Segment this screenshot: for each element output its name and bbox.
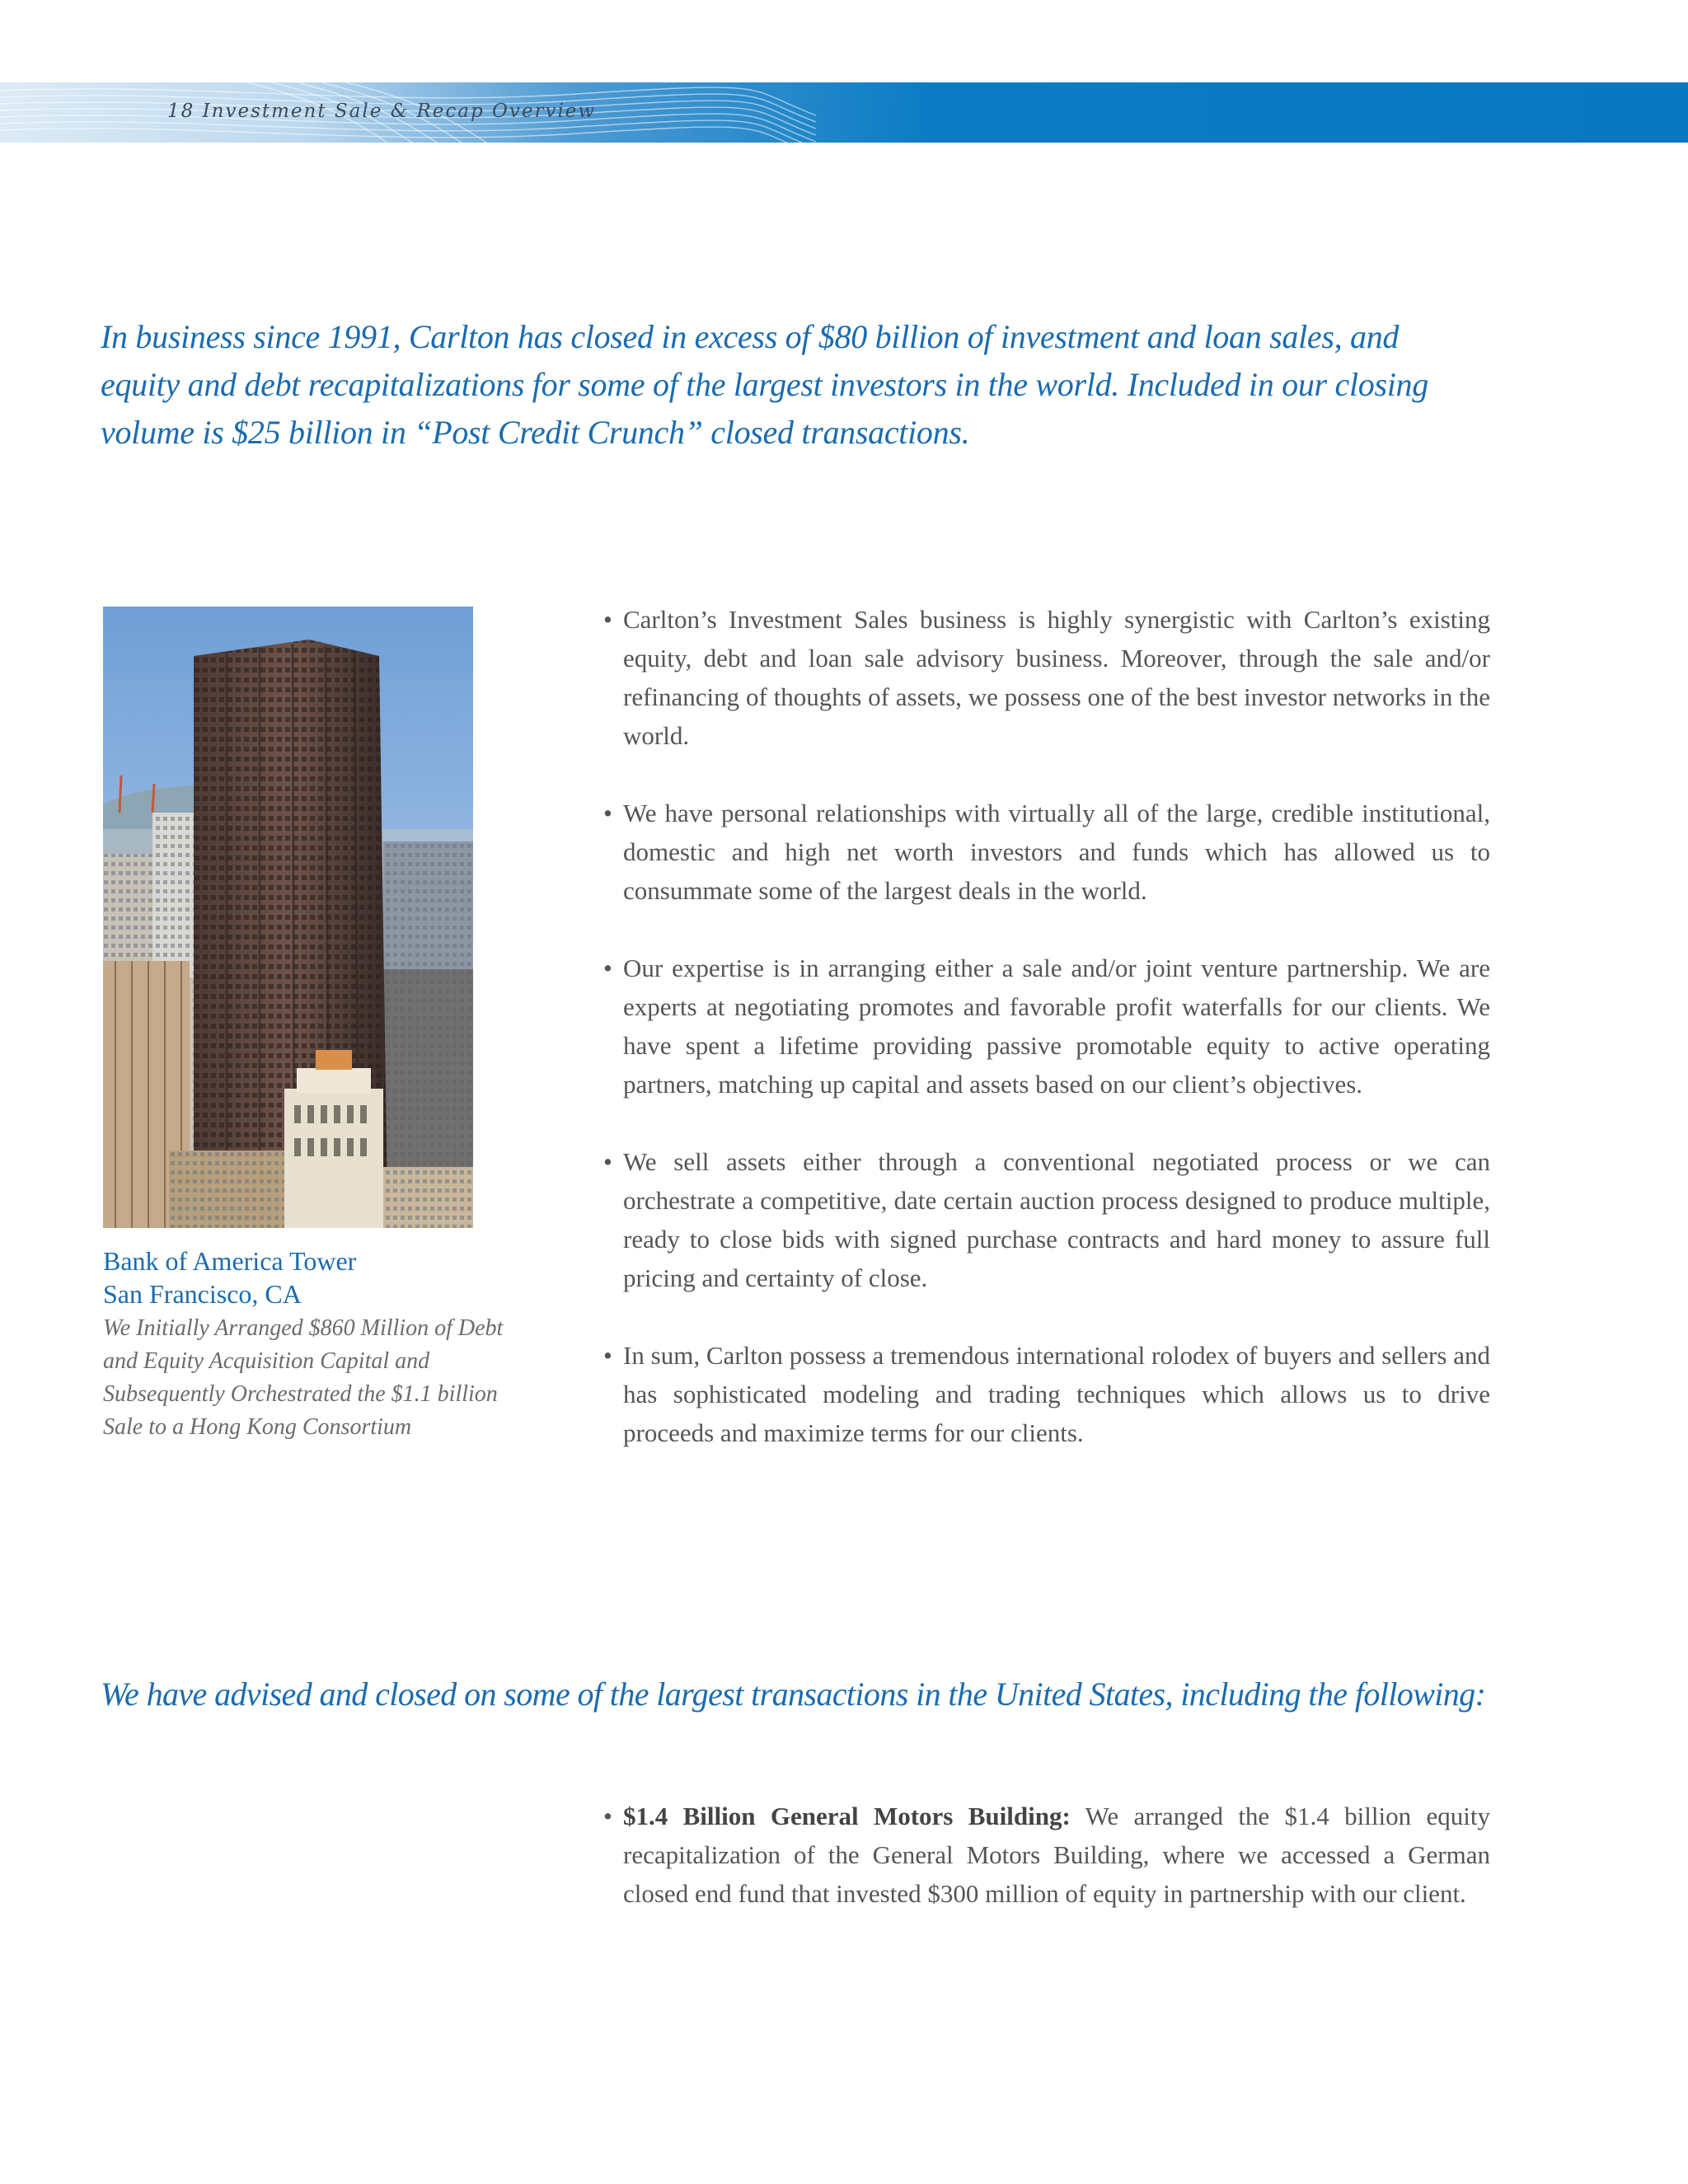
- building-photo: [103, 607, 473, 1228]
- transaction-title: $1.4 Billion General Motors Building:: [623, 1802, 1071, 1830]
- caption-location: San Francisco, CA: [103, 1279, 302, 1309]
- page-header-title: 18 Investment Sale & Recap Overview: [167, 101, 597, 122]
- bullet-text: We sell assets either through a conventional negotiated process or we can orchestrate a competitive, date certain auction process designed to produce multiple, ready to close bids with signed purchase contracts and hard money to assure full pricing and certainty of close.: [623, 1147, 1490, 1292]
- bullet-icon: •: [603, 1802, 612, 1830]
- list-item: [603, 600, 1490, 755]
- transactions-heading: We have advised and closed on some of the largest transactions in the United States, including the following:: [101, 1675, 1486, 1713]
- bullet-icon: •: [603, 605, 612, 634]
- list-item: [603, 1336, 1490, 1452]
- bank-of-america-tower-illustration: [103, 607, 473, 1228]
- bullet-text: Our expertise is in arranging either a sale and/or joint venture partnership. We are experts at negotiating promotes and favorable profit waterfalls for our clients. We have spent a lifetime providing passive promotable equity to active operating partners, matching up capital and assets based on our client’s objectives.: [623, 954, 1490, 1099]
- transaction-text: We arranged the $1.4 billion equity recapitalization of the General Motors Building, where we accessed a German closed end fund that invested $300 million of equity in partnership with our client.: [623, 1802, 1490, 1908]
- bullet-icon: •: [603, 954, 612, 982]
- bullet-text: In sum, Carlton possess a tremendous international rolodex of buyers and sellers and has sophisticated modeling and trading techniques which allows us to drive proceeds and maximize terms for our clients.: [623, 1341, 1490, 1447]
- header-band: [0, 82, 1688, 143]
- list-item: [603, 1142, 1490, 1297]
- transactions-list: [603, 1797, 1490, 1913]
- caption-description: We Initially Arranged $860 Million of Debt and Equity Acquisition Capital and Subsequently Orchestrated the $1.1 billion Sale to a Hong Kong Consortium: [103, 1315, 504, 1440]
- bullet-icon: •: [603, 1147, 612, 1176]
- bullet-text: Carlton’s Investment Sales business is highly synergistic with Carlton’s existing equity, debt and loan sale advisory business. Moreover, through the sale and/or refinancing of thoughts of assets, we possess one of the best investor networks in the world.: [623, 605, 1490, 750]
- intro-statement: In business since 1991, Carlton has closed in excess of $80 billion of investment and loan sales, and equity and debt recapitalizations for some of the largest investors in the world. Included in our closing volume is $25 billion in “Post Credit Crunch” closed transactions.: [101, 318, 1428, 451]
- bullet-icon: •: [603, 1341, 612, 1370]
- photo-caption: [103, 1244, 532, 1444]
- list-item: [603, 794, 1490, 910]
- caption-building-name: Bank of America Tower: [103, 1246, 357, 1276]
- list-item: [603, 1797, 1490, 1913]
- list-item: [603, 949, 1490, 1104]
- advisory-bullet-list: [603, 600, 1490, 1491]
- bullet-text: We have personal relationships with virtually all of the large, credible institutional, domestic and high net worth investors and funds which has allowed us to consummate some of the largest deals in the world.: [623, 799, 1490, 905]
- bullet-icon: •: [603, 799, 612, 827]
